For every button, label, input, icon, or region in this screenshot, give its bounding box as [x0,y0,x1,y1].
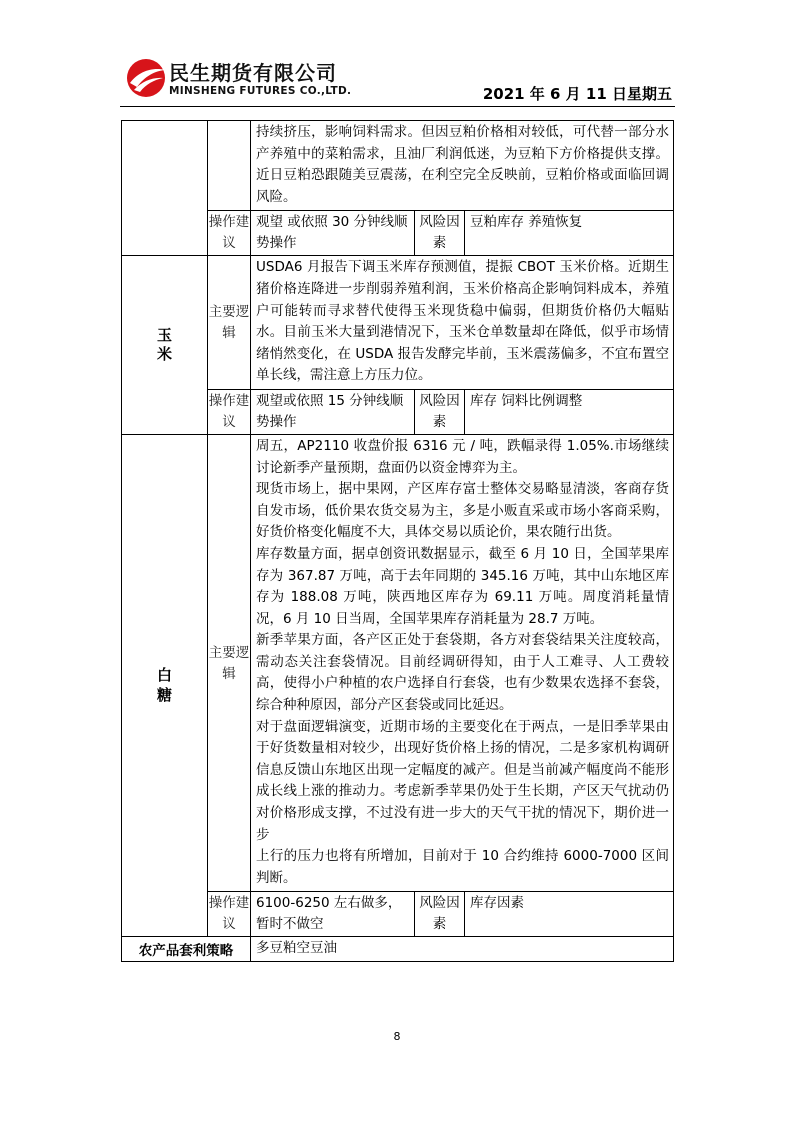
soymeal-logic-label-cell [208,121,251,211]
company-logo [125,55,365,103]
sugar-logic-paragraph: 新季苹果方面，各产区正处于套袋期，各方对套袋结果关注度较高，需动态关注套袋情况。目前经调研得知，由于人工难寻、人工费较高，使得小户种植的农户选择自行套袋，也有少数果农选择不套袋，综合种种原因，部分产区套袋或同比延迟。 [256,632,669,714]
arbitrage-label: 农产品套利策略 [122,937,251,962]
sugar-risk-text: 库存因素 [465,892,674,937]
soymeal-logic-row [122,121,674,211]
soymeal-operation-label: 操作建议 [208,211,251,256]
minsheng-logo-icon [125,57,167,99]
sugar-logic-paragraph: 周五，AP2110 收盘价报 6316 元 / 吨，跌幅录得 1.05%.市场继续讨论新季产量预期，盘面仍以资金博弈为主。 [256,437,669,476]
sugar-operation-text: 6100-6250 左右做多，暂时不做空 [251,892,415,937]
corn-logic-label: 主要逻辑 [208,256,251,390]
report-date: 2021 年 6 月 11 日星期五 [482,85,672,103]
sugar-category: 白糖 [122,434,208,936]
sugar-logic-paragraph: 现货市场上，据中果网，产区库存富士整体交易略显清淡，客商存货自发市场，低价果农货交易为主，多是小贩直采或市场小客商采购，好货价格变化幅度不大，具体交易以质论价，果农随行出货。 [256,481,669,541]
sugar-logic-label: 主要逻辑 [208,434,251,891]
soymeal-logic-text: 持续挤压，影响饲料需求。但因豆粕价格相对较低，可代替一部分水产养殖中的菜粕需求，且油厂利润低迷，为豆粕下方价格提供支撑。近日豆粕恐跟随美豆震荡，在利空完全反映前，豆粕价格或面临回调风险。 [251,121,674,211]
sugar-logic-row [122,434,674,891]
header-rule [120,106,675,107]
corn-operation-text: 观望或依照 15 分钟线顺势操作 [251,389,415,434]
corn-operation-label: 操作建议 [208,389,251,434]
soymeal-category-cell [122,121,208,256]
page-header [0,0,794,110]
arbitrage-value: 多豆粕空豆油 [251,937,674,962]
sugar-risk-label: 风险因素 [415,892,465,937]
sugar-logic-text [251,434,674,891]
company-name-en: MINSHENG FUTURES CO.,LTD. [169,85,352,97]
soymeal-operation-text: 观望 或依照 30 分钟线顺势操作 [251,211,415,256]
sugar-logic-paragraph: 库存数量方面，据卓创资讯数据显示，截至 6 月 10 日，全国苹果库存为 367.87 万吨，高于去年同期的 345.16 万吨，其中山东地区库存为 188.08 万吨，陕西地区库存为 69.11 万吨。周度消耗量情况，6 月 10 日当周，全国苹果库存消耗量为 28.7 万吨。 [256,545,669,627]
sugar-operation-label: 操作建议 [208,892,251,937]
sugar-logic-paragraph: 上行的压力也将有所增加，目前对于 10 合约维持 6000-7000 区间判断。 [256,848,669,886]
corn-logic-text: USDA6 月报告下调玉米库存预测值，提振 CBOT 玉米价格。近期生猪价格连降进一步削弱养殖利润，玉米价格高企影响饲料成本，养殖户可能转而寻求替代使得玉米现货稳中偏弱，但期货价格仍大幅贴水。目前玉米大量到港情况下，玉米仓单数量却在降低，似乎市场情绪悄然变化，在 USDA 报告发酵完毕前，玉米震荡偏多，不宜布置空单长线，需注意上方压力位。 [251,256,674,390]
arbitrage-row [122,937,674,962]
soymeal-risk-label: 风险因素 [415,211,465,256]
corn-category: 玉米 [122,256,208,435]
company-name-cn: 民生期货有限公司 [169,61,337,85]
sugar-logic-paragraph: 对于盘面逻辑演变，近期市场的主要变化在于两点，一是旧季苹果由于好货数量相对较少，出现好货价格上扬的情况，二是多家机构调研信息反馈山东地区出现一定幅度的减产。但是当前减产幅度尚不能形成长线上涨的推动力。考虑新季苹果仍处于生长期，产区天气扰动仍对价格形成支撑，不过没有进一步大的天气干扰的情况下，期价进一步 [256,718,669,843]
corn-risk-label: 风险因素 [415,389,465,434]
corn-logic-row [122,256,674,390]
page-number: 8 [393,1030,401,1043]
soymeal-risk-text: 豆粕库存 养殖恢复 [465,211,674,256]
corn-risk-text: 库存 饲料比例调整 [465,389,674,434]
strategy-table [121,120,674,962]
